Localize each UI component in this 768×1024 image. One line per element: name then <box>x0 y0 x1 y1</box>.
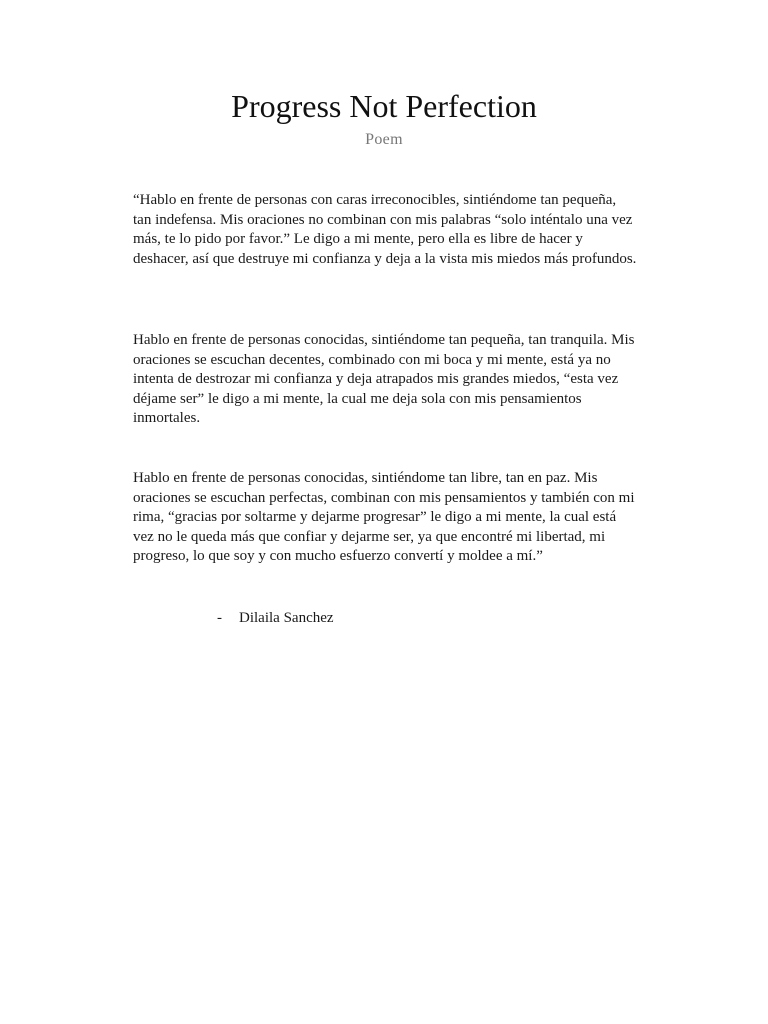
author-signature <box>217 608 334 628</box>
signature-dash: - <box>217 610 222 626</box>
page-title: Progress Not Perfection <box>231 88 537 124</box>
page-subtitle: Poem <box>365 131 403 148</box>
poem-stanza-1: “Hablo en frente de personas con caras irreconocibles, sintiéndome tan pequeña, tan indefensa. Mis oraciones no combinan con mis palabras “solo inténtalo una vez más, te lo pido por favor.” Le digo a mi mente, pero ella es libre de hacer y deshacer, así que destruye mi confianza y deja a la vista mis miedos más profundos. <box>133 192 637 267</box>
poem-stanza-3: Hablo en frente de personas conocidas, sintiéndome tan libre, tan en paz. Mis oraciones se escuchan perfectas, combinan con mis pensamientos y también con mi rima, “gracias por soltarme y dejarme progresar” le digo a mi mente, la cual está vez no le queda más que confiar y dejarme ser, ya que encontré mi libertad, mi progreso, lo que soy y con mucho esfuerzo convertí y moldee a mí.” <box>133 470 635 564</box>
poem-stanza-2: Hablo en frente de personas conocidas, sintiéndome tan pequeña, tan tranquila. Mis oraciones se escuchan decentes, combinado con mi boca y mi mente, está ya no intenta de destrozar mi confianza y deja atrapados mis grandes miedos, “esta vez déjame ser” le digo a mi mente, la cual me deja sola con mis pensamientos inmortales. <box>133 332 635 426</box>
author-name: Dilaila Sanchez <box>239 610 334 626</box>
